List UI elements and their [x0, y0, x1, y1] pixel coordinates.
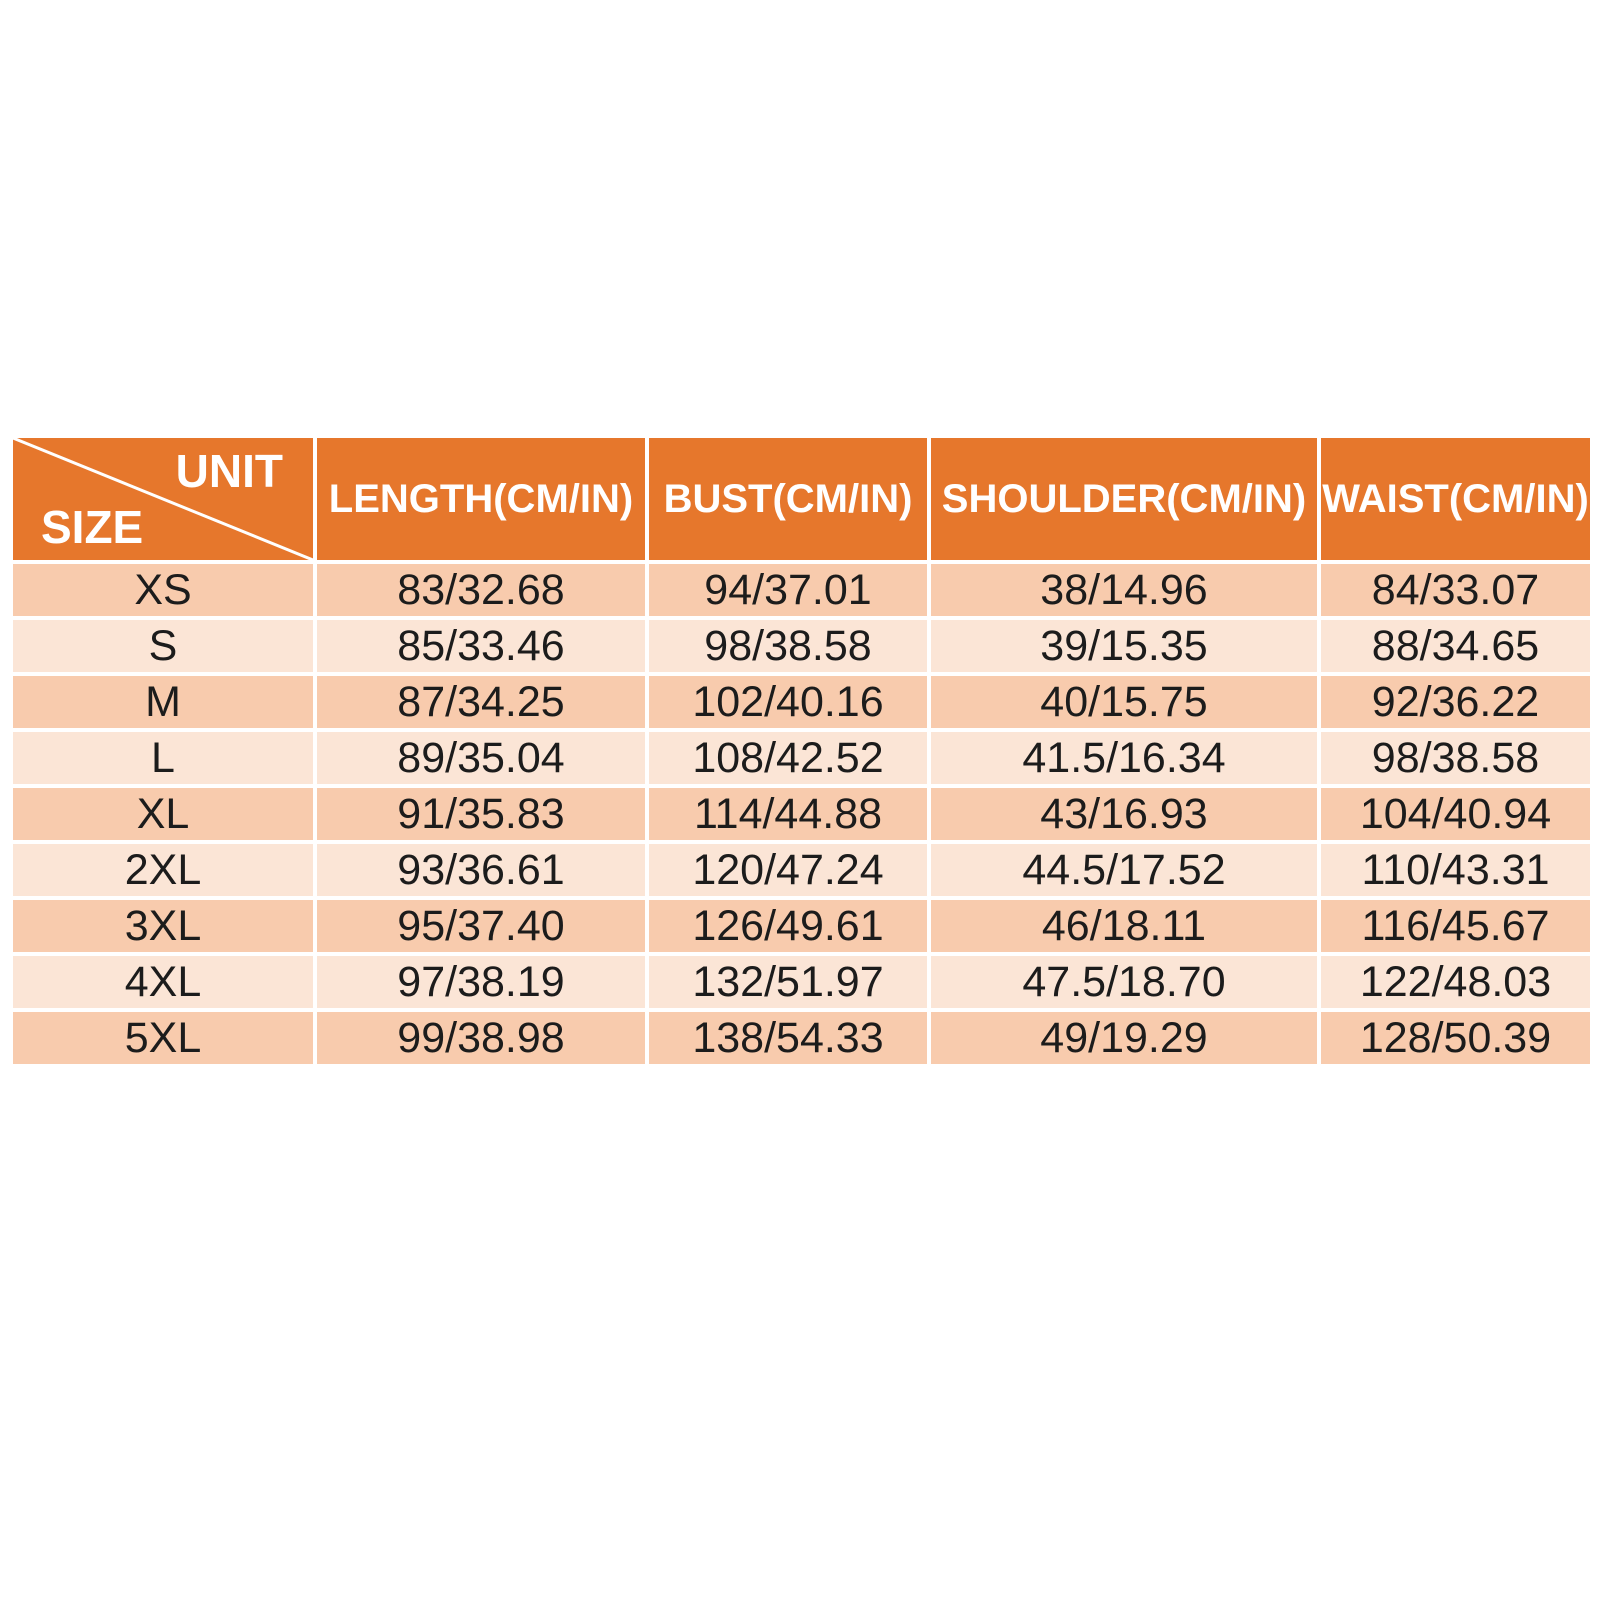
bust-cell: 114/44.88 [649, 788, 927, 840]
size-cell: S [13, 620, 313, 672]
length-cell: 87/34.25 [317, 676, 645, 728]
bust-cell: 120/47.24 [649, 844, 927, 896]
bust-cell: 102/40.16 [649, 676, 927, 728]
shoulder-cell: 38/14.96 [931, 564, 1317, 616]
shoulder-cell: 47.5/18.70 [931, 956, 1317, 1008]
size-label: SIZE [41, 501, 144, 553]
waist-cell: 88/34.65 [1321, 620, 1590, 672]
bust-cell: 108/42.52 [649, 732, 927, 784]
column-header-waist: WAIST(CM/IN) [1321, 438, 1590, 560]
size-cell: L [13, 732, 313, 784]
shoulder-cell: 41.5/16.34 [931, 732, 1317, 784]
size-cell: 3XL [13, 900, 313, 952]
length-cell: 91/35.83 [317, 788, 645, 840]
bust-cell: 94/37.01 [649, 564, 927, 616]
length-cell: 99/38.98 [317, 1012, 645, 1064]
bust-cell: 98/38.58 [649, 620, 927, 672]
column-header-bust: BUST(CM/IN) [649, 438, 927, 560]
size-cell: XS [13, 564, 313, 616]
waist-cell: 110/43.31 [1321, 844, 1590, 896]
size-cell: XL [13, 788, 313, 840]
shoulder-cell: 46/18.11 [931, 900, 1317, 952]
waist-cell: 98/38.58 [1321, 732, 1590, 784]
bust-cell: 132/51.97 [649, 956, 927, 1008]
size-cell: 4XL [13, 956, 313, 1008]
length-cell: 89/35.04 [317, 732, 645, 784]
length-cell: 85/33.46 [317, 620, 645, 672]
corner-cell [13, 438, 313, 560]
waist-cell: 128/50.39 [1321, 1012, 1590, 1064]
column-header-length: LENGTH(CM/IN) [317, 438, 645, 560]
unit-label: UNIT [175, 445, 283, 497]
waist-cell: 116/45.67 [1321, 900, 1590, 952]
shoulder-cell: 49/19.29 [931, 1012, 1317, 1064]
bust-cell: 138/54.33 [649, 1012, 927, 1064]
length-cell: 97/38.19 [317, 956, 645, 1008]
column-header-shoulder: SHOULDER(CM/IN) [931, 438, 1317, 560]
shoulder-cell: 43/16.93 [931, 788, 1317, 840]
waist-cell: 122/48.03 [1321, 956, 1590, 1008]
size-cell: M [13, 676, 313, 728]
length-cell: 93/36.61 [317, 844, 645, 896]
length-cell: 83/32.68 [317, 564, 645, 616]
waist-cell: 104/40.94 [1321, 788, 1590, 840]
size-chart-table [13, 438, 1590, 1064]
shoulder-cell: 40/15.75 [931, 676, 1317, 728]
size-cell: 2XL [13, 844, 313, 896]
waist-cell: 92/36.22 [1321, 676, 1590, 728]
length-cell: 95/37.40 [317, 900, 645, 952]
shoulder-cell: 44.5/17.52 [931, 844, 1317, 896]
size-cell: 5XL [13, 1012, 313, 1064]
shoulder-cell: 39/15.35 [931, 620, 1317, 672]
bust-cell: 126/49.61 [649, 900, 927, 952]
waist-cell: 84/33.07 [1321, 564, 1590, 616]
